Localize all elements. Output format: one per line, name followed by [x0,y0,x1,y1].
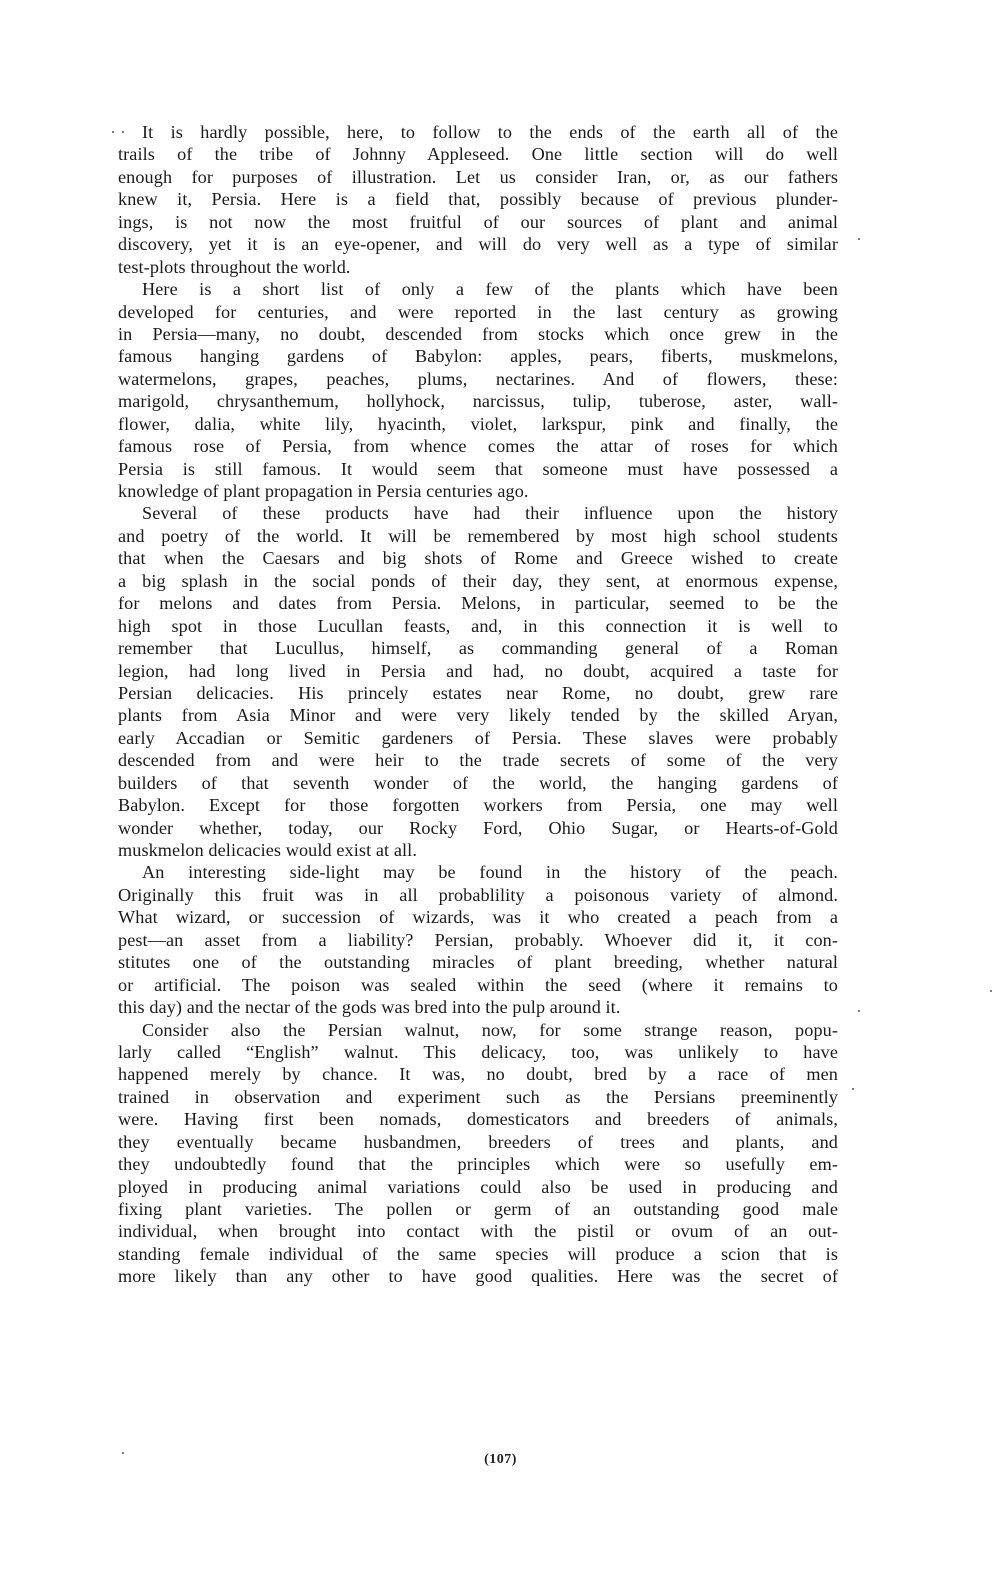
text-line: happened merely by chance. It was, no doubt, bred by a race of men [118,1064,838,1085]
text-line: muskmelon delicacies would exist at all. [118,840,417,860]
text-line: knew it, Persia. Here is a field that, possibly because of previous plunder- [118,189,838,210]
text-line: Persian delicacies. His princely estates near Rome, no doubt, grew rare [118,682,838,703]
text-line: this day) and the nectar of the gods was bred into the pulp around it. [118,997,621,1018]
text-line: Originally this fruit was in all probablility a poisonous variety of almond. [118,884,838,905]
text-line: descended from and were heir to the trade secrets of some of the very [118,750,838,771]
text-line: ings, is not now the most fruitful of our sources of plant and animal [118,211,838,232]
text-line: famous rose of Persia, from whence comes the attar of roses for which [118,436,838,457]
text-line: watermelons, grapes, peaches, plums, nectarines. And of flowers, these: [118,368,838,389]
text-line: early Accadian or Semitic gardeners of Persia. These slaves were probably [118,727,838,748]
text-line: standing female individual of the same species will produce a scion that is [118,1243,838,1264]
text-line: test-plots throughout the world. [118,256,351,277]
paragraph [118,1019,838,1288]
text-line: trained in observation and experiment such as the Persians preeminently [118,1086,838,1107]
text-line: famous hanging gardens of Babylon: apples, pears, fiberts, muskmelons, [118,346,838,367]
scan-speck [990,990,992,992]
text-line: developed for centuries, and were reported in the last century as growing [118,301,838,322]
text-line: stitutes one of the outstanding miracles of plant breeding, whether natural [118,952,838,973]
text-line: Babylon. Except for those forgotten workers from Persia, one may well [118,795,838,816]
text-line: wonder whether, today, our Rocky Ford, Ohio Sugar, or Hearts-of-Gold [118,817,838,838]
page-body [118,121,838,1288]
scan-speck [852,1088,854,1090]
text-line: builders of that seventh wonder of the world, the hanging gardens of [118,772,838,793]
text-line: remember that Lucullus, himself, as commanding general of a Roman [118,638,838,659]
paragraph [118,121,838,278]
text-line: flower, dalia, white lily, hyacinth, violet, larkspur, pink and finally, the [118,413,838,434]
text-line: An interesting side-light may be found in the history of the peach. [142,862,838,883]
scan-speck [122,131,124,133]
text-line: that when the Caesars and big shots of Rome and Greece wished to create [118,548,838,569]
text-line: plants from Asia Minor and were very likely tended by the skilled Aryan, [118,705,838,726]
text-line: legion, had long lived in Persia and had, no doubt, acquired a taste for [118,660,838,681]
text-line: larly called “English” walnut. This delicacy, too, was unlikely to have [118,1041,838,1062]
page-number: (107) [484,1452,517,1467]
text-line: Several of these products have had their influence upon the history [142,503,838,524]
text-line: knowledge of plant propagation in Persia centuries ago. [118,481,529,501]
text-line: Persia is still famous. It would seem that someone must have possessed a [118,458,838,479]
scan-speck [122,1452,124,1454]
text-line: enough for purposes of illustration. Let us consider Iran, or, as our fathers [118,166,838,187]
paragraph [118,502,838,861]
text-line: and poetry of the world. It will be remembered by most high school students [118,525,838,546]
text-line: Here is a short list of only a few of the plants which have been [142,279,838,300]
scan-speck [112,131,114,133]
text-line: discovery, yet it is an eye-opener, and will do very well as a type of similar [118,234,838,255]
text-line: marigold, chrysanthemum, hollyhock, narcissus, tulip, tuberose, aster, wall- [118,391,838,412]
text-line: pest—an asset from a liability? Persian, probably. Whoever did it, it con- [118,929,838,950]
scan-speck [858,1010,860,1012]
text-line: trails of the tribe of Johnny Appleseed. One little section will do well [118,144,838,165]
text-line: high spot in those Lucullan feasts, and, in this connection it is well to [118,615,838,636]
text-line: or artificial. The poison was sealed within the seed (where it remains to [118,974,838,995]
paragraph [118,861,838,1018]
text-line: for melons and dates from Persia. Melons, in particular, seemed to be the [118,593,838,614]
text-line: a big splash in the social ponds of their day, they sent, at enormous expense, [118,570,838,591]
text-line: What wizard, or succession of wizards, was it who created a peach from a [118,907,838,928]
text-line: in Persia—many, no doubt, descended from stocks which once grew in the [118,323,838,344]
text-line: they eventually became husbandmen, breeders of trees and plants, and [118,1131,838,1152]
text-line: they undoubtedly found that the principles which were so usefully em- [118,1154,838,1175]
text-line: fixing plant varieties. The pollen or germ of an outstanding good male [118,1199,838,1219]
paragraph [118,278,838,502]
text-line: individual, when brought into contact with the pistil or ovum of an out- [118,1221,838,1242]
text-line: more likely than any other to have good qualities. Here was the secret of [118,1266,838,1287]
text-line: It is hardly possible, here, to follow to the ends of the earth all of the [142,122,838,142]
text-line: Consider also the Persian walnut, now, for some strange reason, popu- [142,1019,838,1040]
scan-speck [858,238,860,240]
text-line: ployed in producing animal variations could also be used in producing and [118,1176,838,1197]
text-line: were. Having first been nomads, domesticators and breeders of animals, [118,1109,838,1130]
